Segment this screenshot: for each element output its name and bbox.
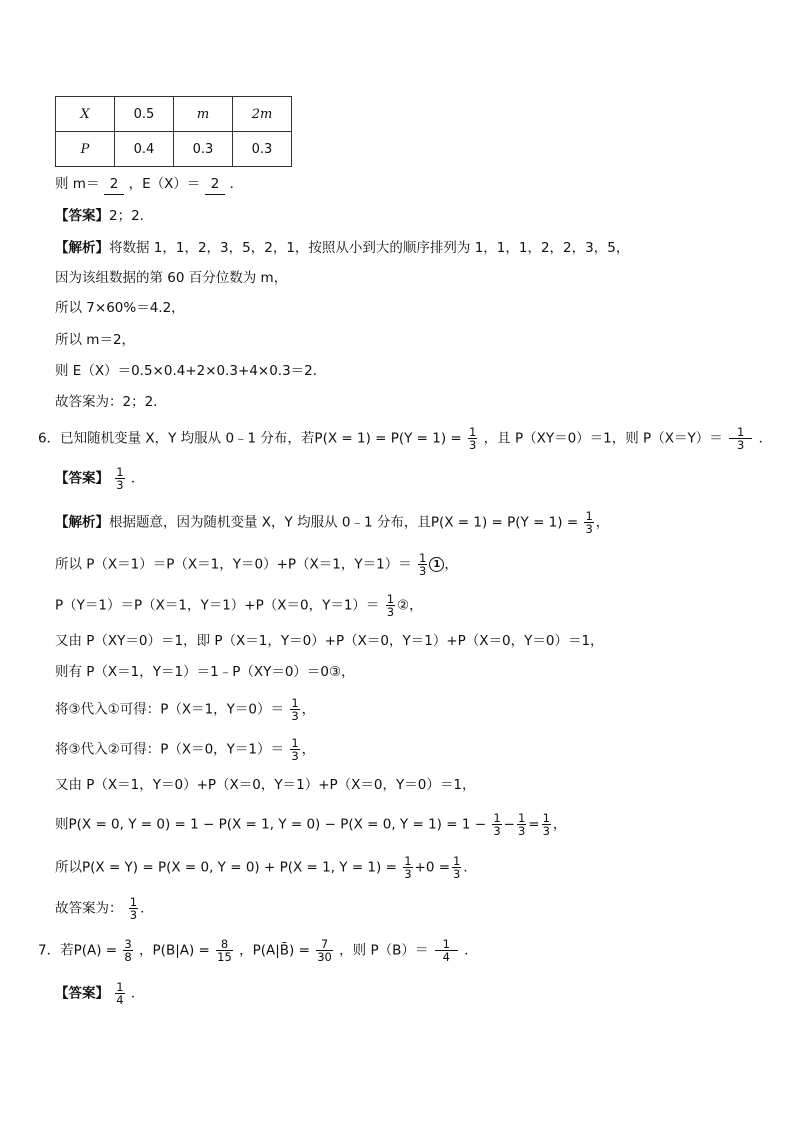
analysis-tag: 【解析】 xyxy=(55,514,109,531)
q6-analysis-line: 又由 P（XY＝0）＝1，即 P（X＝1，Y＝0）+P（X＝0，Y＝1）+P（X＝0，Y＝0）＝1， xyxy=(55,633,604,649)
analysis-tag: 【解析】 xyxy=(55,240,109,256)
q5-fill-line: 则 m＝ 2 ，E（X）＝ 2 ． xyxy=(55,174,243,195)
fraction: $\frac{1}{3}$ xyxy=(386,592,395,619)
q5-analysis-line: 故答案为：2；2． xyxy=(55,394,167,410)
table-cell: m xyxy=(174,97,233,132)
q6-analysis-line: 【解析】根据题意，因为随机变量 X，Y 均服从 0﹣1 分布，且P(X = 1) = P(Y = 1) = $\frac{1}{3}$ ， xyxy=(55,509,610,536)
circled-number: ② xyxy=(397,597,410,614)
fraction: $\frac{1}{3}$ xyxy=(453,854,461,881)
answer-tag: 【答案】 xyxy=(55,208,109,224)
fraction: $\frac{1}{3}$ xyxy=(585,509,593,536)
table-cell: P xyxy=(56,132,115,167)
fraction: $\frac{1}{3}$ xyxy=(419,551,427,578)
q6-answer: 【答案】 $\frac{1}{3}$ ． xyxy=(55,465,145,492)
table-cell: 2m xyxy=(233,97,292,132)
q7-answer: 【答案】 $\frac{1}{4}$ ． xyxy=(55,980,145,1007)
q6-analysis-line: 将③代入①可得：P（X＝1，Y＝0）＝ $\frac{1}{3}$ ， xyxy=(55,696,316,723)
fraction: $\frac{1}{3}$ xyxy=(116,465,124,492)
answer-blank: $\frac{1}{4}$ xyxy=(435,938,458,963)
q5-answer: 【答案】2；2． xyxy=(55,208,154,224)
fraction: $\frac{1}{3}$ xyxy=(404,854,412,881)
table-cell: 0.3 xyxy=(233,132,292,167)
q6-analysis-line: 所以P(X = Y) = P(X = 0, Y = 0) + P(X = 1, Y = 1) = $\frac{1}{3}$ +0 = $\frac{1}{3}$ ． xyxy=(55,854,477,881)
q6-analysis-line: 将③代入②可得：P（X＝0，Y＝1）＝ $\frac{1}{3}$ ， xyxy=(55,736,316,763)
q6-analysis-line: P（Y＝1）＝P（X＝1，Y＝1）+P（X＝0，Y＝1）＝ $\frac{1}{3}$ ②， xyxy=(55,592,423,619)
q6-analysis-line: 故答案为： $\frac{1}{3}$ ． xyxy=(55,895,154,922)
q6-analysis-line: 则有 P（X＝1，Y＝1）＝1﹣P（XY＝0）＝0③， xyxy=(55,664,355,680)
answer-tag: 【答案】 xyxy=(55,470,109,487)
q5-analysis-line: 所以 7×60%＝4.2， xyxy=(55,300,185,316)
fraction: $\frac{7}{30}$ xyxy=(317,937,332,964)
q6-analysis-line: 所以 P（X＝1）＝P（X＝1，Y＝0）+P（X＝1，Y＝1）＝ $\frac{1}{3}$ 1 ， xyxy=(55,551,458,578)
q5-analysis-line: 则 E（X）＝0.5×0.4+2×0.3+4×0.3＝2． xyxy=(55,363,327,379)
answer-blank: $\frac{1}{3}$ xyxy=(729,426,752,451)
q6-analysis-line: 又由 P（X＝1，Y＝0）+P（X＝0，Y＝1）+P（X＝0，Y＝0）＝1， xyxy=(55,777,476,793)
table-cell: 0.5 xyxy=(115,97,174,132)
q5-analysis-line: 所以 m＝2， xyxy=(55,332,136,348)
fraction: $\frac{1}{3}$ xyxy=(291,696,299,723)
fraction: $\frac{1}{3}$ xyxy=(129,895,138,922)
table-cell: 0.4 xyxy=(115,132,174,167)
answer-tag: 【答案】 xyxy=(55,985,109,1002)
answer-blank: 2 xyxy=(205,174,226,195)
q7-stem: 7．若P(A) = $\frac{3}{8}$ ，P(B|A) = $\frac{8}{15}$ ，P(A|B̄) = $\frac{7}{30}$ ，则 P（B）＝ $\frac{1}{4}$ ． xyxy=(38,937,478,964)
table-row xyxy=(56,97,292,132)
fraction: $\frac{1}{3}$ xyxy=(469,425,477,452)
fraction: $\frac{1}{3}$ xyxy=(291,736,299,763)
distribution-table xyxy=(55,96,292,167)
answer-blank: 2 xyxy=(104,174,125,195)
fraction: $\frac{8}{15}$ xyxy=(217,937,232,964)
fraction: $\frac{3}{8}$ xyxy=(124,937,132,964)
fraction: $\frac{1}{3}$ xyxy=(493,811,501,838)
table-row xyxy=(56,132,292,167)
circled-number: 1 xyxy=(429,557,444,572)
table-cell: 0.3 xyxy=(174,132,233,167)
circled-number: ③ xyxy=(329,664,342,680)
fraction: $\frac{1}{3}$ xyxy=(517,811,526,838)
fraction: $\frac{1}{3}$ xyxy=(542,811,550,838)
q6-analysis-line: 则P(X = 0, Y = 0) = 1 − P(X = 1, Y = 0) − P(X = 0, Y = 1) = 1 − $\frac{1}{3}$ − $\frac{1}{3}$ = $\frac{1}{3}$ ， xyxy=(55,811,567,838)
q5-analysis-line: 因为该组数据的第 60 百分位数为 m， xyxy=(55,270,288,286)
fraction: $\frac{1}{4}$ xyxy=(116,980,124,1007)
q6-stem: 6．已知随机变量 X，Y 均服从 0﹣1 分布，若P(X = 1) = P(Y = 1) = $\frac{1}{3}$ ，且 P（XY＝0）＝1，则 P（X＝Y）＝ $\frac{1}{3}$ ． xyxy=(38,425,773,452)
table-cell: X xyxy=(56,97,115,132)
q5-analysis-line: 【解析】将数据 1，1，2，3，5，2，1，按照从小到大的顺序排列为 1，1，1，2，2，3，5， xyxy=(55,240,630,256)
